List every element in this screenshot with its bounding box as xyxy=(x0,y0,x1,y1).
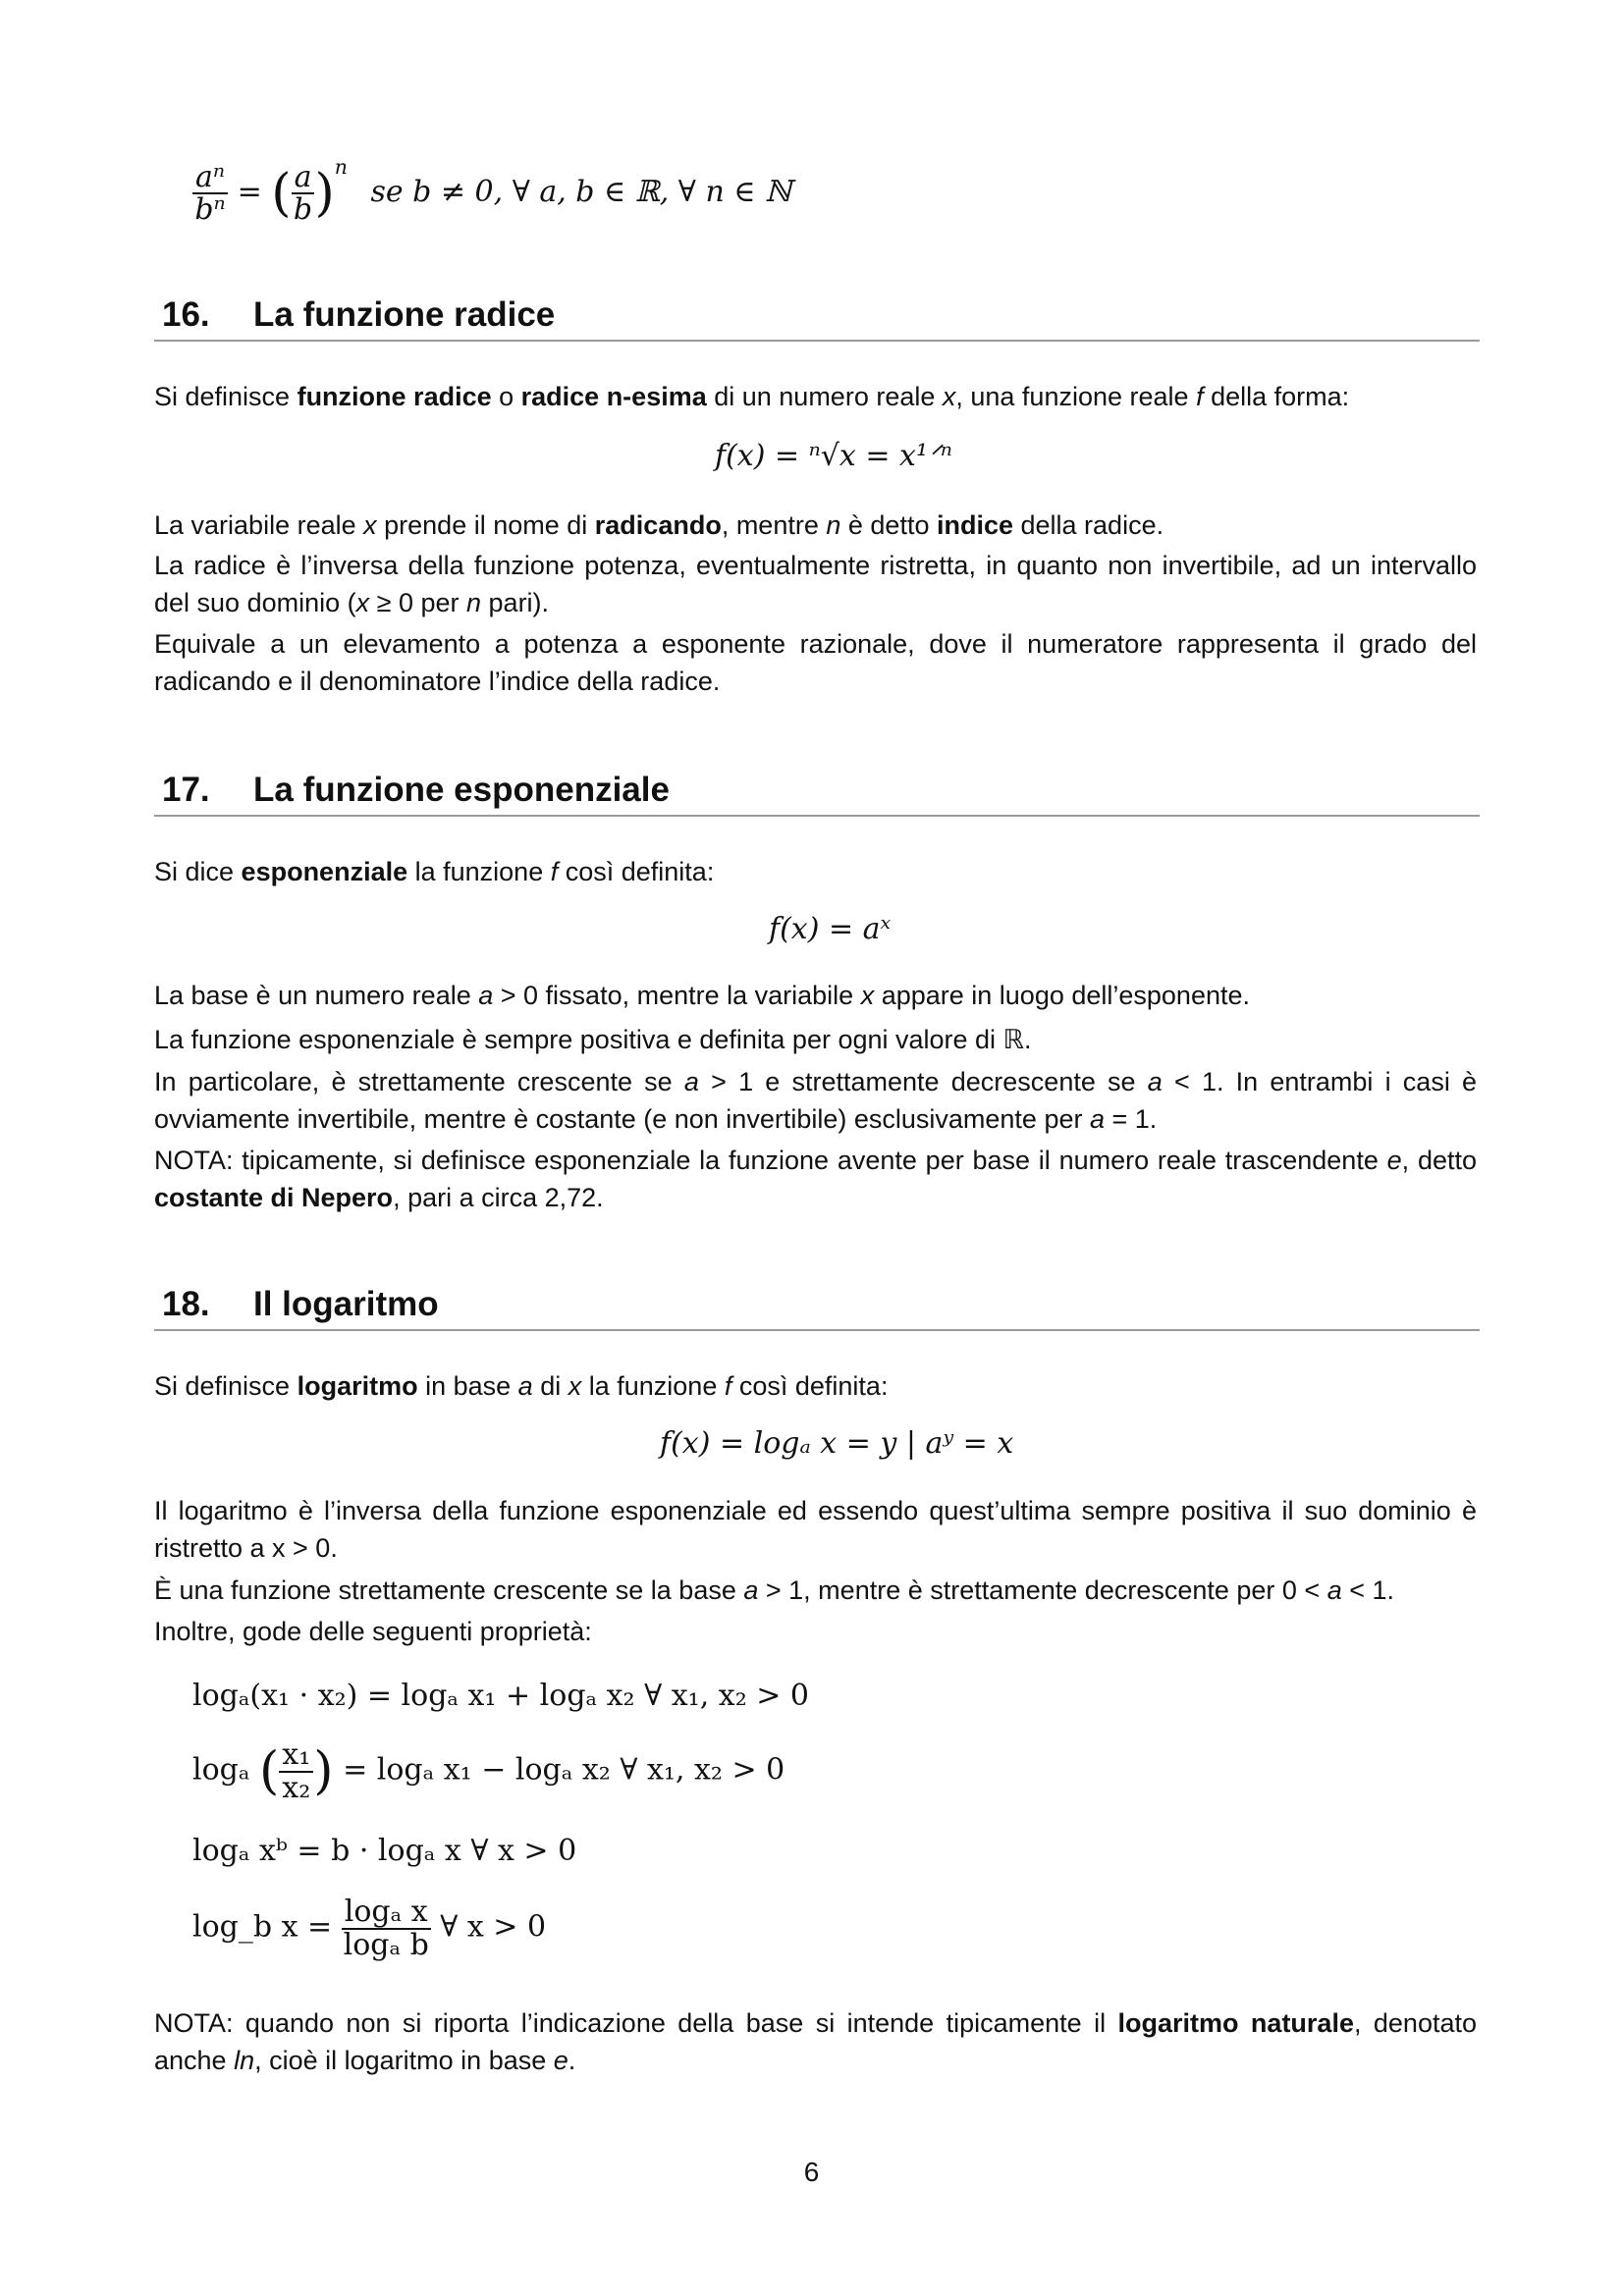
section-16-paragraph-3: Equivale a un elevamento a potenza a esponente razionale, dove il numeratore rappresenta il grado del radicando e il denominatore l’indice della radice. xyxy=(154,629,1477,696)
section-17-nota: NOTA: tipicamente, si definisce esponenziale la funzione avente per base il numero reale trascendente e, detto costante di Nepero, pari a circa 2,72. xyxy=(154,1146,1477,1212)
section-17-paragraph-1: La base è un numero reale a > 0 fissato, mentre la variabile x appare in luogo dell’esponente. xyxy=(154,981,1251,1010)
section-16-paragraph-2: La radice è l’inversa della funzione potenza, eventualmente ristretta, in quanto non invertibile, ad un intervallo del suo dominio (x ≥ 0 per n pari). xyxy=(154,551,1477,617)
page-number: 6 xyxy=(803,2157,820,2187)
section-18-nota: NOTA: quando non si riporta l’indicazione della base si intende tipicamente il logaritmo naturale, denotato anche ln, cioè il logaritmo in base e. xyxy=(154,2008,1478,2075)
section-18-paragraph-1: Il logaritmo è l’inversa della funzione esponenziale ed essendo quest’ultima sempre positiva il suo dominio è ristretto a x > 0. xyxy=(154,1496,1477,1563)
log-property-quotient: logₐ ( $\frac{\text{x₁}}{\text{x₂}}$ ) = logₐ x₁ − logₐ x₂ ∀ x₁, x₂ > 0 xyxy=(192,1737,785,1805)
section-18-heading: 18. Il logaritmo xyxy=(154,1280,1480,1331)
section-17-intro: Si dice esponenziale la funzione f così definita: xyxy=(154,857,715,886)
top-formula: $\frac{\text{aⁿ}}{\text{bⁿ}}$ = ( $\frac{a}{b}$ )$^n$ se b ≠ 0, ∀ a, b ∈ ℝ, ∀ n ∈ ℕ xyxy=(192,155,791,226)
top-formula-lhs-fraction: $\frac{\text{aⁿ}}{\text{bⁿ}}$ xyxy=(192,162,228,226)
section-18-paragraph-3: Inoltre, gode delle seguenti proprietà: xyxy=(154,1617,592,1646)
section-16-heading: 16. La funzione radice xyxy=(154,291,1480,342)
section-16-intro: Si definisce funzione radice o radice n-esima di un numero reale x, una funzione reale f della forma: xyxy=(154,382,1350,411)
section-16-formula: f(x) = ⁿ√x = x¹ᐟⁿ xyxy=(715,439,952,473)
section-16-paragraph-1: La variabile reale x prende il nome di radicando, mentre n è detto indice della radice. xyxy=(154,510,1164,540)
section-17-formula: f(x) = aˣ xyxy=(769,912,892,946)
log-property-change-of-base: log_b x = $\frac{\text{logₐ x}}{\text{logₐ b}}$ ∀ x > 0 xyxy=(192,1895,547,1962)
top-formula-rhs-fraction: $\frac{a}{b}$ xyxy=(292,162,315,226)
log-property-product: logₐ(x₁ · x₂) = logₐ x₁ + logₐ x₂ ∀ x₁, x₂ > 0 xyxy=(192,1679,810,1713)
log-property-power: logₐ xᵇ = b · logₐ x ∀ x > 0 xyxy=(192,1834,577,1868)
section-18-paragraph-2: È una funzione strettamente crescente se la base a > 1, mentre è strettamente decrescente per 0 < a < 1. xyxy=(154,1575,1395,1605)
section-17-paragraph-3: In particolare, è strettamente crescente se a > 1 e strettamente decrescente se a < 1. In entrambi i casi è ovviamente invertibile, mentre è costante (e non invertibile) esclusivamente per a = 1. xyxy=(154,1067,1478,1134)
section-18-formula: f(x) = logₐ x = y | aʸ = x xyxy=(660,1426,1014,1461)
section-18-intro: Si definisce logaritmo in base a di x la funzione f così definita: xyxy=(154,1371,889,1401)
section-17-paragraph-2: La funzione esponenziale è sempre positiva e definita per ogni valore di ℝ. xyxy=(154,1025,1032,1054)
section-17-heading: 17. La funzione esponenziale xyxy=(154,766,1480,817)
